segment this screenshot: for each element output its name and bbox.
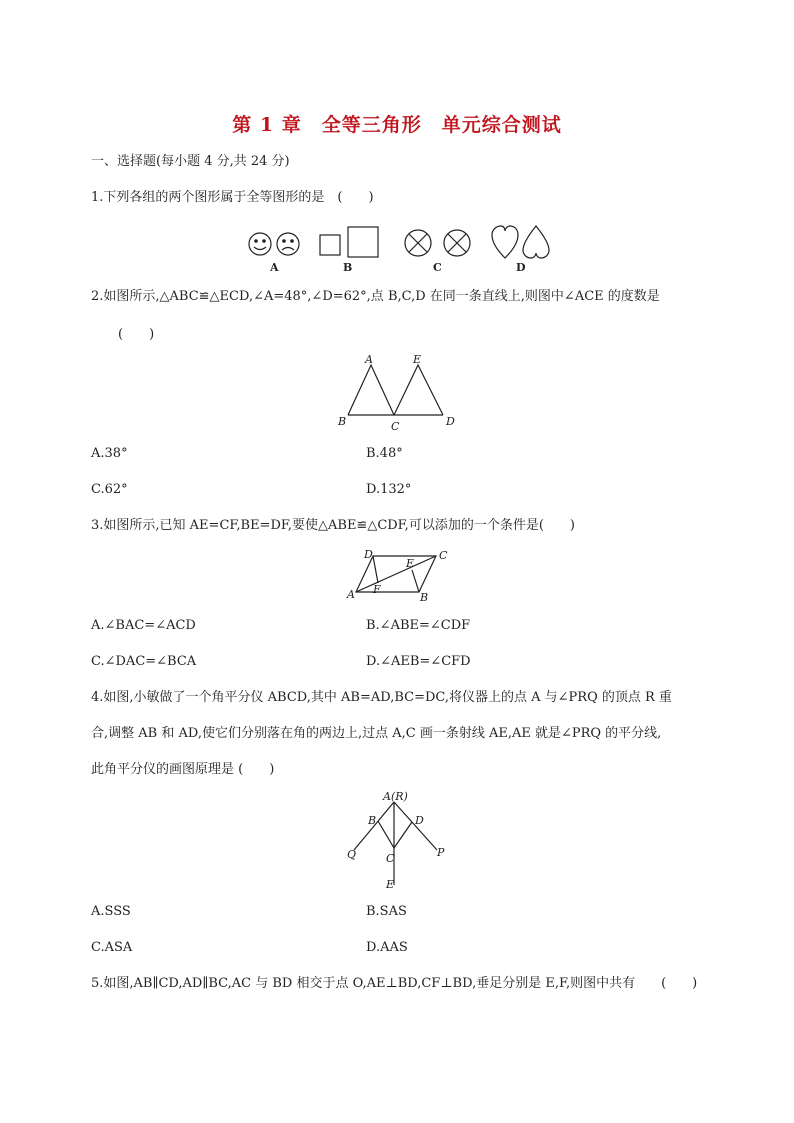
point-label-d: D bbox=[446, 415, 455, 428]
point-label-f: F bbox=[373, 583, 381, 596]
question-4-option-c: C.ASA bbox=[91, 940, 133, 955]
point-label-a: A bbox=[347, 588, 355, 601]
question-3-figure bbox=[344, 546, 454, 604]
point-label-a-r: A(R) bbox=[383, 790, 408, 803]
question-3-option-d: D.∠AEB=∠CFD bbox=[366, 654, 471, 669]
question-2-stem: 2.如图所示,△ABC≌△ECD,∠A=48°,∠D=62°,点 B,C,D 在同一条直线上,则图中∠ACE 的度数是 bbox=[91, 289, 660, 304]
point-label-c: C bbox=[391, 420, 400, 433]
question-3-stem: 3.如图所示,已知 AE=CF,BE=DF,要使△ABE≌△CDF,可以添加的一个条件是( ) bbox=[91, 518, 575, 533]
sad-face-icon bbox=[277, 233, 299, 255]
large-square-shape bbox=[348, 227, 378, 257]
point-label-e: E bbox=[413, 353, 422, 366]
point-label-e: E bbox=[386, 878, 395, 891]
question-1-figure bbox=[240, 222, 560, 274]
question-3-option-b: B.∠ABE=∠CDF bbox=[366, 618, 471, 633]
figure-label-d: D bbox=[516, 261, 526, 274]
question-2-option-c: C.62° bbox=[91, 482, 128, 497]
question-2-option-b: B.48° bbox=[366, 446, 403, 461]
question-4-figure bbox=[344, 790, 454, 890]
small-square-shape bbox=[320, 235, 340, 255]
crossed-circle-right-shape bbox=[444, 230, 470, 256]
page-title: 第 1 章 全等三角形 单元综合测试 bbox=[232, 114, 562, 136]
point-label-d: D bbox=[415, 814, 424, 827]
inverted-heart-shape bbox=[523, 226, 549, 258]
heart-shape bbox=[492, 226, 518, 258]
point-label-d: D bbox=[364, 548, 373, 561]
question-4-stem-line-2: 合,调整 AB 和 AD,使它们分别落在角的两边上,过点 A,C 画一条射线 AE,AE 就是∠PRQ 的平分线, bbox=[91, 726, 662, 741]
question-4-option-a: A.SSS bbox=[91, 904, 131, 919]
point-label-c: C bbox=[439, 549, 448, 562]
question-3-option-c: C.∠DAC=∠BCA bbox=[91, 654, 197, 669]
question-2-figure bbox=[336, 352, 458, 432]
question-2-bracket: ( ) bbox=[118, 327, 155, 342]
point-label-e: E bbox=[406, 557, 415, 570]
question-1-stem: 1.下列各组的两个图形属于全等图形的是 ( ) bbox=[91, 190, 374, 205]
figure-label-a: A bbox=[270, 261, 279, 274]
question-4-stem-line-3: 此角平分仪的画图原理是 ( ) bbox=[91, 762, 275, 777]
question-5-stem: 5.如图,AB∥CD,AD∥BC,AC 与 BD 相交于点 O,AE⊥BD,CF⊥BD,垂足分别是 E,F,则图中共有 ( ) bbox=[91, 976, 698, 991]
point-label-b: B bbox=[338, 415, 347, 428]
figure-label-b: B bbox=[343, 261, 353, 274]
figure-label-c: C bbox=[433, 261, 442, 274]
section-heading: 一、选择题(每小题 4 分,共 24 分) bbox=[91, 154, 290, 169]
question-2-option-a: A.38° bbox=[91, 446, 128, 461]
crossed-circle-left-shape bbox=[405, 230, 431, 256]
point-label-b: B bbox=[420, 591, 429, 604]
question-3-option-a: A.∠BAC=∠ACD bbox=[91, 618, 196, 633]
point-label-a: A bbox=[365, 353, 373, 366]
point-label-q: Q bbox=[347, 848, 357, 861]
question-4-option-d: D.AAS bbox=[366, 940, 408, 955]
question-4-stem-line-1: 4.如图,小敏做了一个角平分仪 ABCD,其中 AB=AD,BC=DC,将仪器上的点 A 与∠PRQ 的顶点 R 重 bbox=[91, 690, 672, 705]
smiley-face-icon bbox=[249, 233, 271, 255]
point-label-b: B bbox=[368, 814, 377, 827]
point-label-p: P bbox=[437, 846, 445, 859]
point-label-c: C bbox=[386, 852, 395, 865]
question-2-option-d: D.132° bbox=[366, 482, 412, 497]
question-4-option-b: B.SAS bbox=[366, 904, 407, 919]
